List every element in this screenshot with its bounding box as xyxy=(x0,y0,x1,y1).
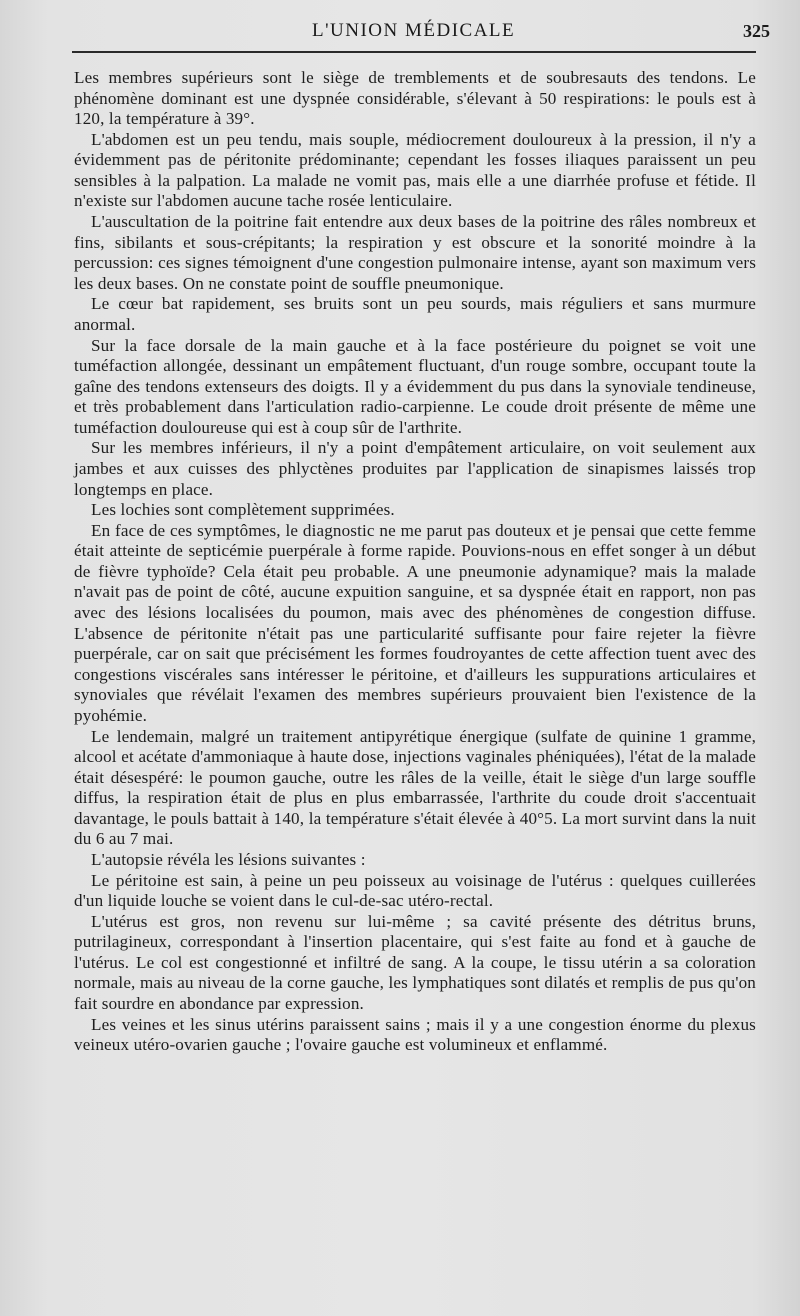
paragraph: Le cœur bat rapidement, ses bruits sont un peu sourds, mais réguliers et sans murmure anormal. xyxy=(74,294,756,334)
paragraph: Les veines et les sinus utérins paraissent sains ; mais il y a une congestion énorme du plexus veineux utéro-ovarien gauche ; l'ovaire gauche est volumineux et enflammé. xyxy=(74,1014,756,1055)
paragraph: Le lendemain, malgré un traitement antipyrétique énergique (sulfate de quinine 1 gramme, alcool et acétate d'ammoniaque à haute dose, injections vaginales phéniquées), l'état de la malade était désespéré: le poumon gauche, outre les râles de la veille, était le siège d'un large souffle diffus, la respiration était de plus en plus embarrassée, l'arthrite du coude droit s'accentuait davantage, le pouls battait à 140, la température s'était élevée à 40°5. La mort survint dans la nuit du 6 au 7 mai. xyxy=(74,726,756,849)
paragraph: Les lochies sont complètement supprimées. xyxy=(91,500,395,520)
paragraph: Le péritoine est sain, à peine un peu poisseux au voisinage de l'utérus : quelques cuillerées d'un liquide louche se voient dans le cul-de-sac utéro-rectal. xyxy=(74,870,756,911)
paragraph: L'auscultation de la poitrine fait entendre aux deux bases de la poitrine des râles nombreux et fins, sibilants et sous-crépitants; la respiration y est obscure et la sonorité moindre à la percussion: ces signes témoignent d'une congestion pulmonaire intense, ayant son maximum vers les deux bases. On ne constate point de souffle pneumonique. xyxy=(74,212,756,293)
header-rule xyxy=(72,51,756,53)
running-head xyxy=(0,16,800,50)
journal-title: L'UNION MÉDICALE xyxy=(312,20,516,41)
article-body xyxy=(74,68,756,1056)
paragraph: En face de ces symptômes, le diagnostic ne me parut pas douteux et je pensai que cette femme était atteinte de septicémie puerpérale à forme rapide. Pouvions-nous en effet songer à un début de fièvre typhoïde? Cela était peu probable. A une pneumonie adynamique? mais la malade n'avait pas de point de côté, aucune expuition sanguine, et sa dyspnée était en rapport, non pas avec des lésions localisées du poumon, mais avec des phénomènes de congestion diffuse. L'absence de péritonite n'était pas une particularité suffisante pour faire rejeter la fièvre puerpérale, car on sait que précisément les formes foudroyantes de cette affection tuent avec des congestions viscérales sans intéresser le péritoine, et d'ailleurs les suppurations articulaires et synoviales que révélait l'examen des membres supérieurs prouvaient bien l'existence de la pyohémie. xyxy=(74,520,756,725)
paragraph: Les membres supérieurs sont le siège de tremblements et de soubresauts des tendons. Le phénomène dominant est une dyspnée considérable, s'élevant à 50 respirations: le pouls est à 120, la température à 39°. xyxy=(74,68,756,129)
page-number: 325 xyxy=(743,21,770,41)
paragraph: Sur les membres inférieurs, il n'y a point d'empâtement articulaire, on voit seulement aux jambes et aux cuisses des phlyctènes produites par l'application de sinapismes laissés trop longtemps en place. xyxy=(74,438,756,499)
paragraph: L'autopsie révéla les lésions suivantes : xyxy=(91,849,366,869)
paragraph: L'abdomen est un peu tendu, mais souple, médiocrement douloureux à la pression, il n'y a évidemment pas de péritonite prédominante; cependant les fosses iliaques paraissent un peu sensibles à la palpation. La malade ne vomit pas, mais elle a une diarrhée profuse et fétide. Il n'existe sur l'abdomen aucune tache rosée lenticulaire. xyxy=(74,129,756,211)
paragraph: L'utérus est gros, non revenu sur lui-même ; sa cavité présente des détritus bruns, putrilagineux, correspondant à l'insertion placentaire, qui s'est faite au fond et à gauche de l'utérus. Le col est congestionné et infiltré de sang. A la coupe, le tissu utérin a sa coloration normale, mais au niveau de la corne gauche, les lymphatiques sont dilatés et remplis de pus qu'on fait sourdre en abondance par expression. xyxy=(74,911,756,1014)
paragraph: Sur la face dorsale de la main gauche et à la face postérieure du poignet se voit une tuméfaction allongée, dessinant un empâtement fluctuant, d'un rouge sombre, occupant toute la gaîne des tendons extenseurs des doigts. Il y a évidemment du pus dans la synoviale tendineuse, et très probablement dans l'articulation radio-carpienne. Le coude droit présente de même une tuméfaction douloureuse qui est à coup sûr de l'arthrite. xyxy=(74,335,756,437)
